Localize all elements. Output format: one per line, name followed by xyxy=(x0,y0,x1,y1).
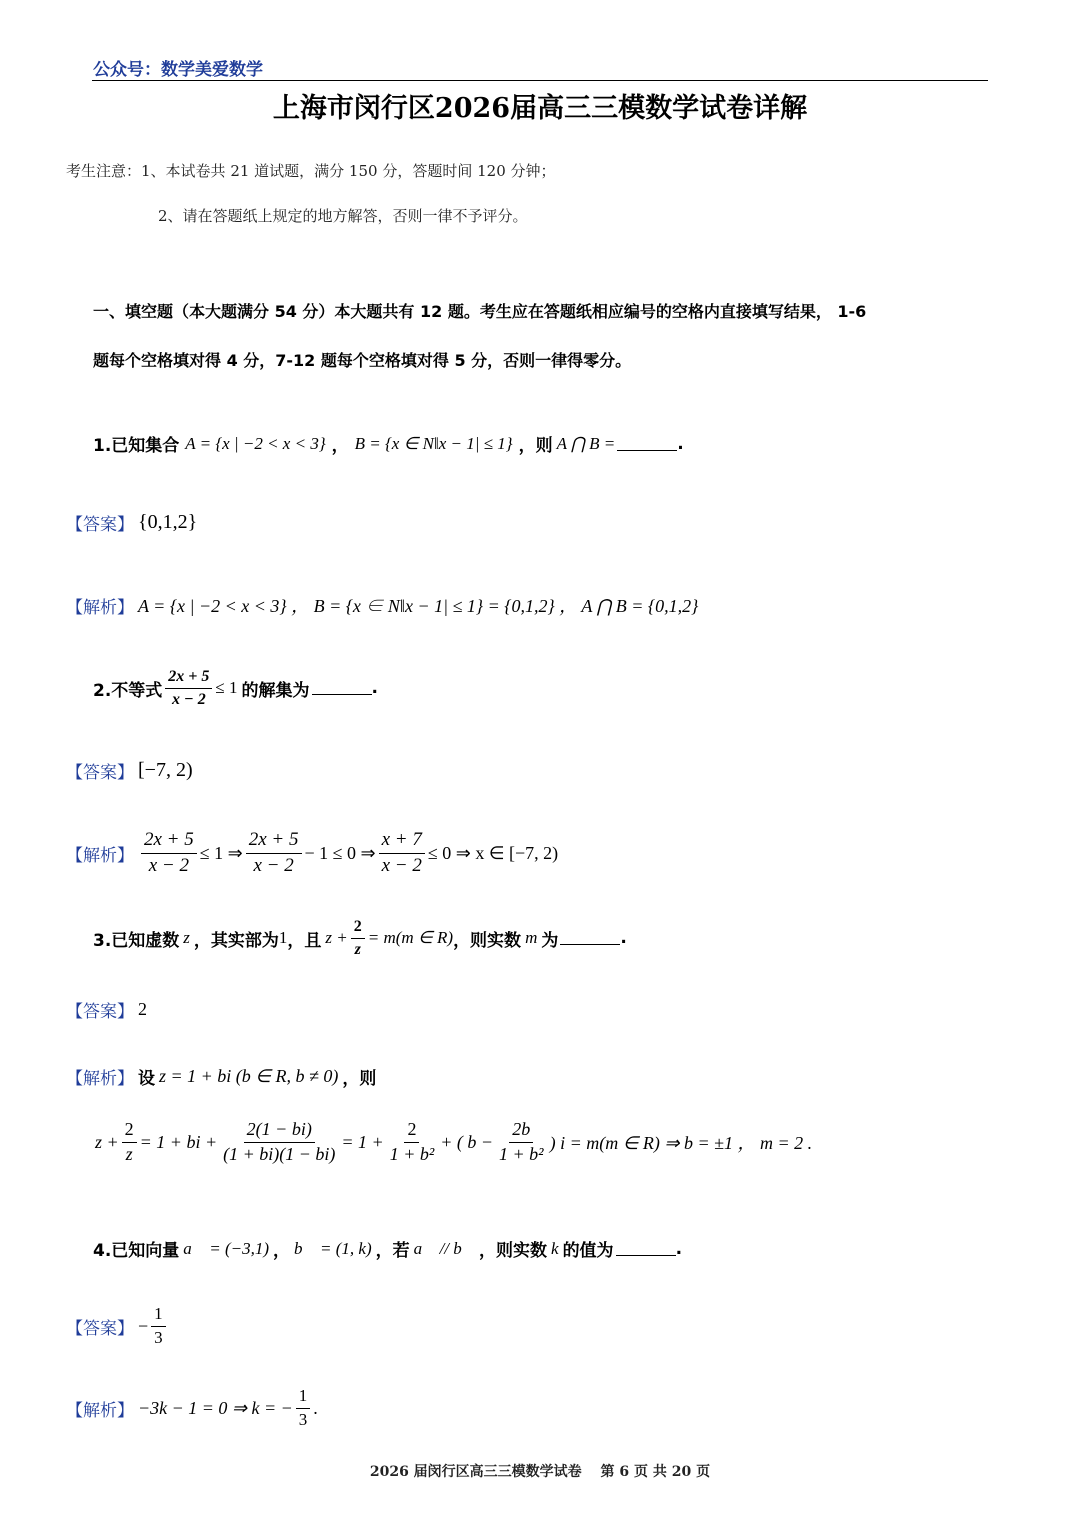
question-3-analysis xyxy=(66,1064,376,1089)
analysis-prefix: 设 xyxy=(138,1069,155,1089)
answer-tag: 【答案】 xyxy=(66,1002,134,1022)
question-3-answer xyxy=(66,997,147,1022)
fraction-denominator: 3 xyxy=(154,1327,163,1347)
question-3-z: z xyxy=(183,928,190,948)
question-1-intersection: A ⋂ B = xyxy=(556,433,616,453)
derivation-left: z + xyxy=(95,1131,119,1152)
question-3-expr-left: z + xyxy=(325,928,348,948)
question-4-if: ，若 xyxy=(375,1241,410,1261)
question-2-suffix: 的解集为 xyxy=(241,680,310,701)
question-1-suffix: ，则 xyxy=(518,436,553,456)
analysis-suffix: ，则 xyxy=(342,1069,377,1089)
fraction-denominator: 1 + b² xyxy=(499,1143,544,1164)
question-3-expr-right: = m(m ∈ R) xyxy=(367,928,454,948)
question-4-comma: ， xyxy=(273,1241,291,1261)
analysis-relation-3: ≤ 0 ⇒ x ∈ [−7, 2) xyxy=(427,842,559,863)
question-1-comma: ， xyxy=(331,436,349,456)
answer-tag: 【答案】 xyxy=(66,515,134,535)
analysis-math: z = 1 + bi (b ∈ R, b ≠ 0) xyxy=(159,1066,339,1086)
question-4-k: k xyxy=(551,1238,559,1258)
question-2-answer-value: [−7, 2) xyxy=(138,759,193,781)
notice-line-1: 考生注意：1、本试卷共 21 道试题，满分 150 分，答题时间 120 分钟； xyxy=(66,162,556,180)
fraction-denominator: x − 2 xyxy=(172,690,206,708)
wechat-account-label: 公众号：数学美爱数学 xyxy=(93,60,263,80)
fraction-denominator: x − 2 xyxy=(253,854,294,876)
question-3: 3.已知虚数 z ，其实部为 1 ，且 z + $\frac{2}{z}$ = m(m ∈ R) ，则实数 m 为 . xyxy=(93,918,627,958)
analysis-tag: 【解析】 xyxy=(66,1069,134,1089)
analysis-tag: 【解析】 xyxy=(66,1400,134,1421)
fraction-numerator: 2 xyxy=(404,1120,419,1143)
section-intro-line-1: 一、填空题（本大题满分 54 分）本大题共有 12 题。考生应在答题纸相应编号的空格内直接填写结果， 1-6 xyxy=(93,302,867,321)
answer-tag: 【答案】 xyxy=(66,763,134,783)
fraction-denominator: (1 + bi)(1 − bi) xyxy=(223,1143,336,1164)
question-3-fraction xyxy=(351,918,365,958)
question-3-and: ，且 xyxy=(287,930,322,951)
question-4-vector-a: a⃗ = (−3,1) xyxy=(183,1238,270,1258)
derivation-end: ) i = m(m ∈ R) ⇒ b = ±1 ， m = 2 . xyxy=(549,1133,813,1154)
analysis-tag: 【解析】 xyxy=(66,597,134,618)
question-1-set-b: B = {x ∈ N‖x − 1| ≤ 1} xyxy=(354,433,513,453)
analysis-relation-1: ≤ 1 ⇒ xyxy=(199,842,243,863)
fraction-denominator: x − 2 xyxy=(148,854,190,876)
fraction-denominator: z xyxy=(125,1143,133,1164)
question-4-vector-b: b⃗ = (1, k) xyxy=(294,1238,372,1258)
question-2: 2.不等式 $\frac{2x + 5}{x - 2}$ ≤ 1 的解集为 . xyxy=(93,668,378,708)
analysis-relation-2: − 1 ≤ 0 ⇒ xyxy=(304,842,376,863)
fraction-numerator: 1 xyxy=(296,1387,311,1409)
question-1-answer xyxy=(66,510,197,535)
header-divider xyxy=(92,80,988,81)
derivation-fraction-2 xyxy=(220,1120,338,1165)
fraction-numerator: 2x + 5 xyxy=(141,830,197,854)
analysis-end: . xyxy=(313,1397,318,1418)
derivation-fraction-1 xyxy=(122,1120,137,1165)
question-3-prefix: 3.已知虚数 xyxy=(93,930,180,951)
question-1-analysis-text: A = {x | −2 < x < 3} ， B = {x ∈ N‖x − 1| ≤ 1} = {0,1,2} ， A ⋂ B = {0,1,2} xyxy=(138,596,699,616)
question-4-analysis xyxy=(66,1387,318,1429)
analysis-tag: 【解析】 xyxy=(66,845,134,866)
question-2-relation: ≤ 1 xyxy=(215,678,238,698)
fraction-numerator: 2 xyxy=(122,1120,137,1143)
fraction-numerator: 2b xyxy=(509,1120,533,1143)
derivation-mid-1: = 1 + bi + xyxy=(139,1131,218,1152)
question-3-mid: ，其实部为 xyxy=(193,930,279,951)
analysis-fraction-2 xyxy=(246,830,302,877)
derivation-mid-2: = 1 + xyxy=(341,1131,384,1152)
derivation-fraction-3 xyxy=(387,1120,438,1165)
question-1-prefix: 1.已知集合 xyxy=(93,436,180,456)
document-title: 上海市闵行区2026届高三三模数学试卷详解 xyxy=(272,93,808,124)
question-3-answer-value: 2 xyxy=(138,999,147,1019)
section-intro-line-2: 题每个空格填对得 4 分，7-12 题每个空格填对得 5 分，否则一律得零分。 xyxy=(93,351,632,370)
fraction-numerator: x + 7 xyxy=(379,830,425,854)
question-4-suffix: ，则实数 xyxy=(479,1241,548,1261)
answer-blank xyxy=(560,931,620,945)
question-2-prefix: 2.不等式 xyxy=(93,680,163,701)
question-3-end: 为 xyxy=(541,930,559,951)
fraction-numerator: 2x + 5 xyxy=(246,830,302,854)
question-3-derivation xyxy=(95,1120,812,1165)
question-4-answer xyxy=(66,1305,169,1347)
fraction-numerator: 2x + 5 xyxy=(165,668,212,689)
question-2-fraction xyxy=(165,668,212,708)
question-3-one: 1 xyxy=(278,928,288,948)
answer-blank xyxy=(617,437,677,451)
derivation-fraction-4 xyxy=(496,1120,547,1165)
question-4-answer-fraction xyxy=(151,1305,166,1347)
question-4-end: 的值为 xyxy=(562,1241,614,1261)
analysis-fraction-3 xyxy=(379,830,425,877)
fraction-denominator: 3 xyxy=(298,1409,308,1429)
question-4-prefix: 4.已知向量 xyxy=(93,1241,180,1261)
derivation-mid-3: + ( b − xyxy=(440,1131,494,1152)
question-3-suffix: ，则实数 xyxy=(453,930,522,951)
question-1-set-a: A = {x | −2 < x < 3} xyxy=(185,433,326,453)
fraction-numerator: 1 xyxy=(151,1305,166,1327)
answer-blank xyxy=(616,1242,676,1256)
fraction-denominator: 1 + b² xyxy=(389,1143,435,1164)
question-4-parallel: a⃗ // b⃗ xyxy=(413,1238,476,1258)
fraction-denominator: z xyxy=(354,940,361,958)
answer-sign: − xyxy=(138,1315,149,1336)
fraction-numerator: 2 xyxy=(351,918,365,939)
question-4: 4.已知向量 a⃗ = (−3,1) ， b⃗ = (1, k) ，若 a⃗ // b⃗ ，则实数 k 的值为 . xyxy=(93,1236,682,1261)
question-1-analysis xyxy=(66,592,698,618)
question-1-answer-value: {0,1,2} xyxy=(138,511,198,533)
page-footer: 2026 届闵行区高三三模数学试卷 第 6 页 共 20 页 xyxy=(369,1464,711,1480)
analysis-fraction xyxy=(296,1387,311,1429)
answer-blank xyxy=(312,681,372,695)
notice-line-2: 2、请在答题纸上规定的地方解答，否则一律不予评分。 xyxy=(158,207,528,225)
fraction-numerator: 2(1 − bi) xyxy=(244,1120,315,1143)
question-1: 1.已知集合 A = {x | −2 < x < 3} ， B = {x ∈ N‖x − 1| ≤ 1} ，则 A ⋂ B = . xyxy=(93,431,684,456)
answer-tag: 【答案】 xyxy=(66,1318,134,1339)
analysis-math: −3k − 1 = 0 ⇒ k = − xyxy=(138,1397,293,1418)
question-3-m: m xyxy=(525,928,538,948)
analysis-fraction-1 xyxy=(141,830,197,877)
question-2-answer xyxy=(66,758,193,783)
question-2-analysis xyxy=(66,830,558,877)
fraction-denominator: x − 2 xyxy=(381,854,422,876)
